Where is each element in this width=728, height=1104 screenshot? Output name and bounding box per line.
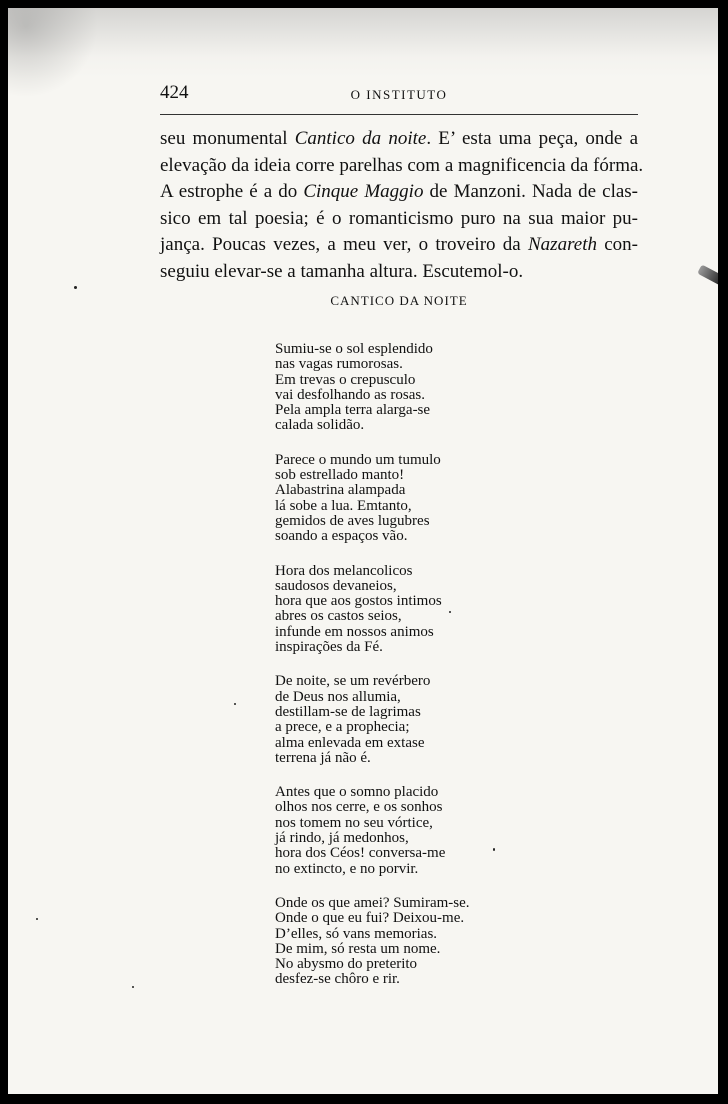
poem-verse: Pela ampla terra alarga-se (275, 402, 431, 419)
scan-mark (697, 264, 718, 285)
running-head: O INSTITUTO (350, 87, 448, 102)
scan-speck (36, 918, 38, 920)
poem-verse: Em trevas o crepusculo (275, 371, 416, 388)
scan-shading (8, 8, 718, 78)
intro-line: sico em tal poesia; é o romanticismo puro na sua maior pu- (160, 207, 638, 229)
poem-verse: Sumiu-se o sol esplendido (275, 341, 433, 357)
poem-verse: a prece, e a prophecia; (275, 719, 410, 736)
poem (275, 342, 535, 1007)
poem-verse: hora dos Céos! conversa-me (275, 845, 446, 862)
poem-verse: terrena já não é. (275, 749, 371, 766)
intro-line: elevação da ideia corre parelhas com a magnificencia da fórma. (160, 154, 644, 176)
poem-stanza (275, 785, 535, 877)
poem-verse: inspirações da Fé. (275, 639, 383, 656)
poem-verse: nos tomem no seu vórtice, (275, 814, 433, 831)
poem-verse: Onde o que eu fui? Deixou-me. (275, 910, 465, 927)
scan-speck (74, 286, 77, 289)
poem-verse: vai desfolhando as rosas. (275, 386, 425, 403)
poem-verse: infunde em nossos animos (275, 623, 434, 640)
intro-paragraph (160, 126, 644, 285)
poem-stanza (275, 896, 535, 988)
poem-verse: Parece o mundo um tumulo (275, 451, 441, 468)
poem-verse: gemidos de aves lugubres (275, 512, 430, 529)
poem-verse: D’elles, só vans memorias. (275, 925, 438, 942)
poem-verse: Alabastrina alampada (275, 482, 406, 499)
page-header (160, 82, 638, 108)
poem-verse: De mim, só resta um nome. (275, 940, 441, 957)
poem-verse: sob estrellado manto! (275, 467, 405, 484)
scan-speck (234, 703, 236, 705)
poem-verse: De noite, se um revérbero (275, 673, 431, 690)
intro-line: seguiu elevar-se a tamanha altura. Escutemol-o. (160, 260, 524, 282)
scan-shading-corner (8, 8, 98, 98)
poem-verse: de Deus nos allumia, (275, 688, 401, 705)
poem-stanza (275, 564, 535, 656)
poem-verse: Hora dos melancolicos (275, 562, 413, 579)
poem-stanza (275, 342, 535, 434)
poem-verse: desfez-se chôro e rir. (275, 971, 400, 988)
poem-verse: saudosos devaneios, (275, 577, 397, 594)
intro-line: jança. Poucas vezes, a meu ver, o troveiro da Nazareth con- (160, 234, 638, 255)
poem-verse: no extincto, e no porvir. (275, 860, 419, 877)
poem-stanza (275, 674, 535, 766)
poem-verse: já rindo, já medonhos, (275, 830, 409, 847)
poem-verse: soando a espaços vão. (275, 528, 408, 545)
poem-verse: olhos nos cerre, e os sonhos (275, 799, 443, 816)
poem-verse: Onde os que amei? Sumiram-se. (275, 894, 470, 911)
poem-verse: nas vagas rumorosas. (275, 356, 403, 373)
poem-verse: Antes que o somno placido (275, 784, 439, 801)
intro-line: A estrophe é a do Cinque Maggio de Manzoni. Nada de clas- (160, 181, 639, 202)
poem-verse: No abysmo do preterito (275, 956, 418, 973)
scan-speck (132, 986, 134, 988)
poem-stanza (275, 453, 535, 545)
poem-verse: hora que aos gostos intimos (275, 593, 442, 610)
page-number: 424 (160, 82, 189, 103)
poem-verse: abres os castos seios, (275, 608, 402, 625)
header-rule (160, 114, 638, 115)
poem-verse: alma enlevada em extase (275, 734, 425, 751)
poem-verse: destillam-se de lagrimas (275, 703, 421, 720)
poem-verse: lá sobe a lua. Emtanto, (275, 497, 412, 514)
poem-verse: calada solidão. (275, 417, 365, 434)
poem-title: CANTICO DA NOITE (330, 293, 468, 308)
intro-line: seu monumental Cantico da noite. E’ esta uma peça, onde a (160, 128, 638, 149)
